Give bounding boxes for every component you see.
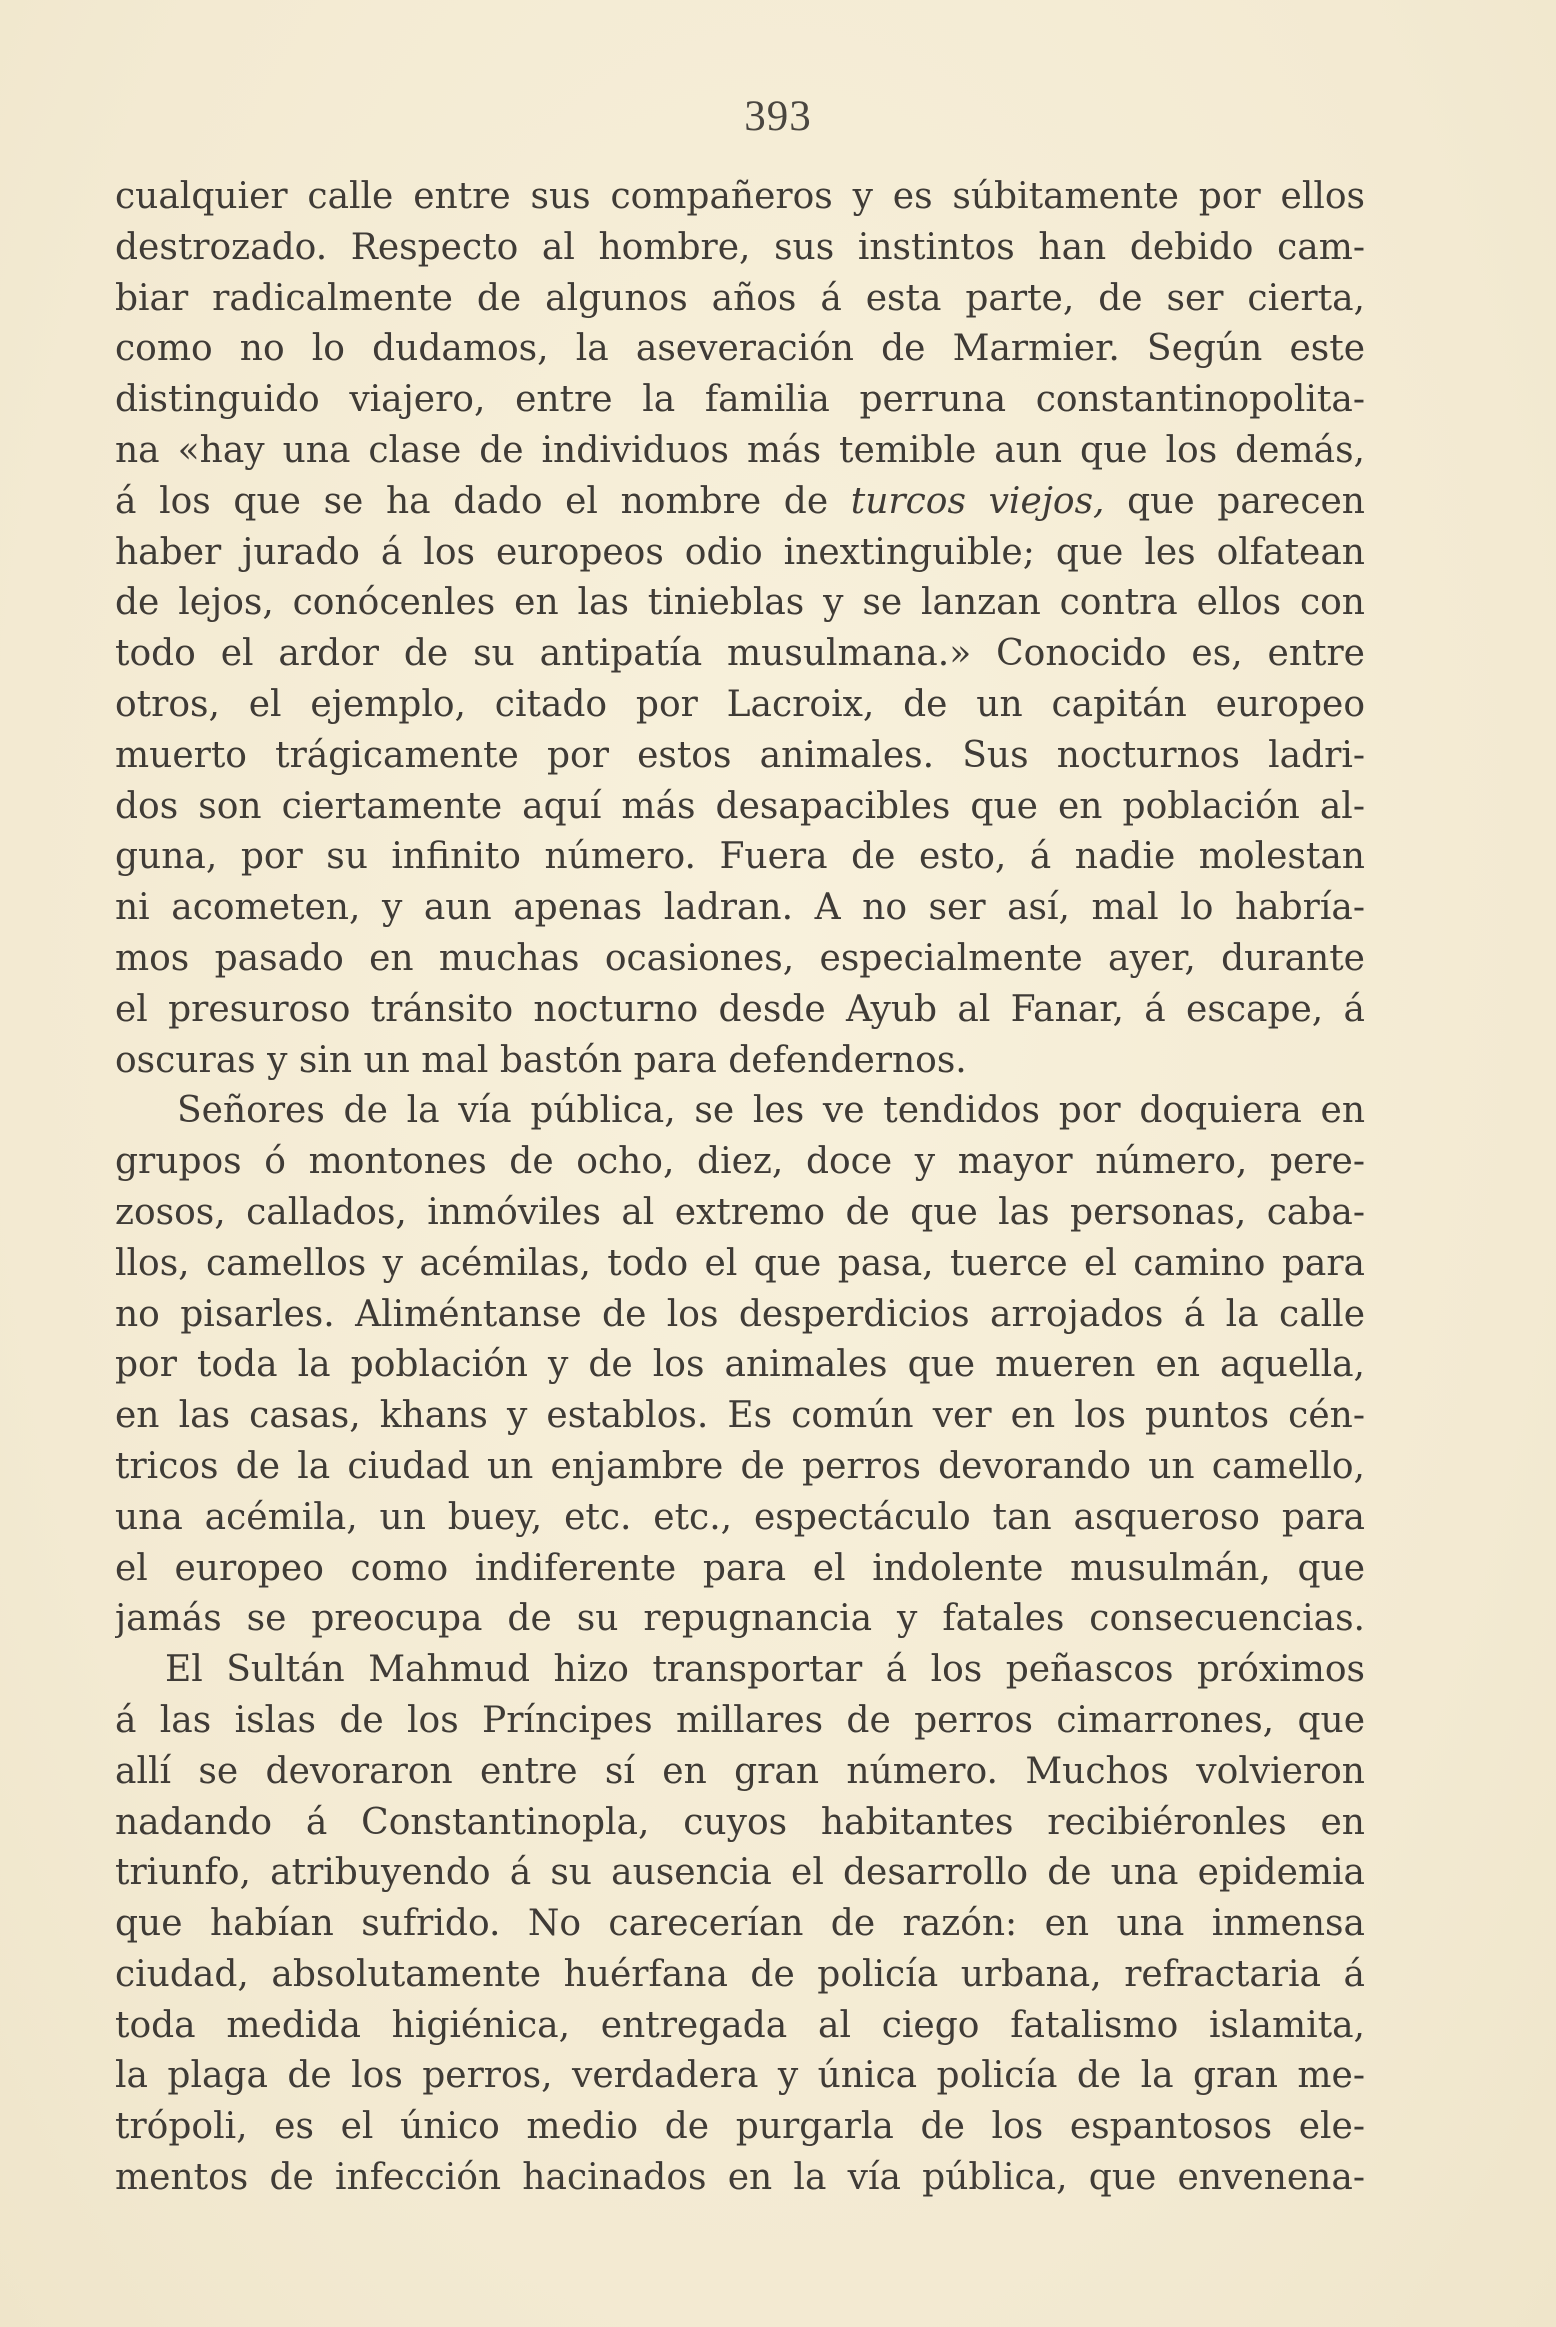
text-line: la plaga de los perros, verdadera y única policía de la gran me- bbox=[115, 2055, 1365, 2097]
text-line-with-italic bbox=[115, 477, 1365, 528]
text-line: mos pasado en muchas ocasiones, especialmente ayer, durante bbox=[115, 937, 1365, 979]
text-line: cualquier calle entre sus compañeros y es súbitamente por ellos bbox=[115, 176, 1365, 217]
text-line: como no lo dudamos, la aseveración de Marmier. Según este bbox=[115, 328, 1365, 370]
text-line: guna, por su infinito número. Fuera de esto, á nadie molestan bbox=[115, 836, 1365, 878]
text-segment: á los que se ha dado el nombre de bbox=[115, 480, 829, 522]
text-line: Señores de la vía pública, se les ve tendidos por doquiera en bbox=[177, 1090, 1365, 1132]
text-line: en las casas, khans y establos. Es común ver en los puntos cén- bbox=[115, 1395, 1365, 1437]
text-line: tricos de la ciudad un enjambre de perros devorando un camello, bbox=[115, 1445, 1365, 1487]
text-line: á las islas de los Príncipes millares de perros cimarrones, que bbox=[115, 1699, 1365, 1741]
text-line: otros, el ejemplo, citado por Lacroix, de un capitán europeo bbox=[115, 683, 1365, 725]
page-number: 393 bbox=[744, 93, 812, 140]
text-line: destrozado. Respecto al hombre, sus instintos han debido cam- bbox=[115, 226, 1365, 268]
text-line: toda medida higiénica, entregada al ciego fatalismo islamita, bbox=[115, 2004, 1365, 2046]
text-line: el europeo como indiferente para el indolente musulmán, que bbox=[115, 1547, 1365, 1589]
text-line: el presuroso tránsito nocturno desde Ayub al Fanar, á escape, á bbox=[115, 988, 1365, 1030]
text-line: El Sultán Mahmud hizo transportar á los peñascos próximos bbox=[165, 1649, 1365, 1691]
text-line: nadando á Constantinopla, cuyos habitantes recibiéronles en bbox=[115, 1801, 1365, 1843]
text-line: biar radicalmente de algunos años á esta parte, de ser cierta, bbox=[115, 277, 1365, 319]
text-line: llos, camellos y acémilas, todo el que pasa, tuerce el camino para bbox=[115, 1242, 1365, 1284]
text-line: ciudad, absolutamente huérfana de policía urbana, refractaria á bbox=[115, 1953, 1365, 1995]
text-line: que habían sufrido. No carecerían de razón: en una inmensa bbox=[115, 1903, 1365, 1945]
text-line: dos son ciertamente aquí más desapacibles que en población al- bbox=[115, 785, 1365, 827]
text-line: zosos, callados, inmóviles al extremo de que las personas, caba- bbox=[115, 1191, 1365, 1233]
text-line: trópoli, es el único medio de purgarla de los espantosos ele- bbox=[115, 2106, 1365, 2148]
text-line: ni acometen, y aun apenas ladran. A no ser así, mal lo habría- bbox=[115, 887, 1365, 929]
text-line: distinguido viajero, entre la familia perruna constantinopolita- bbox=[115, 379, 1365, 421]
text-line: mentos de infección hacinados en la vía pública, que envenena- bbox=[115, 2157, 1365, 2199]
text-segment: que parecen bbox=[1127, 480, 1365, 522]
text-line: por toda la población y de los animales que mueren en aquella, bbox=[115, 1344, 1365, 1386]
text-line: oscuras y sin un mal bastón para defendernos. bbox=[115, 1039, 967, 1081]
text-line: muerto trágicamente por estos animales. Sus nocturnos ladri- bbox=[115, 734, 1365, 776]
text-line: triunfo, atribuyendo á su ausencia el desarrollo de una epidemia bbox=[115, 1852, 1365, 1894]
text-line: jamás se preocupa de su repugnancia y fatales consecuencias. bbox=[115, 1598, 1365, 1640]
text-line: grupos ó montones de ocho, diez, doce y mayor número, pere- bbox=[115, 1141, 1365, 1183]
italic-phrase: turcos viejos, bbox=[850, 480, 1105, 522]
text-line: allí se devoraron entre sí en gran número. Muchos volvieron bbox=[115, 1750, 1365, 1792]
text-line: haber jurado á los europeos odio inextinguible; que les olfatean bbox=[115, 531, 1365, 573]
text-line: una acémila, un buey, etc. etc., espectáculo tan asqueroso para bbox=[115, 1496, 1365, 1538]
text-line: de lejos, conócenles en las tinieblas y se lanzan contra ellos con bbox=[115, 582, 1365, 624]
text-line: todo el ardor de su antipatía musulmana.» Conocido es, entre bbox=[115, 633, 1365, 675]
body-text bbox=[115, 172, 1365, 2204]
text-line: no pisarles. Aliméntanse de los desperdicios arrojados á la calle bbox=[115, 1293, 1365, 1335]
text-line: na «hay una clase de individuos más temible aun que los demás, bbox=[115, 429, 1365, 471]
